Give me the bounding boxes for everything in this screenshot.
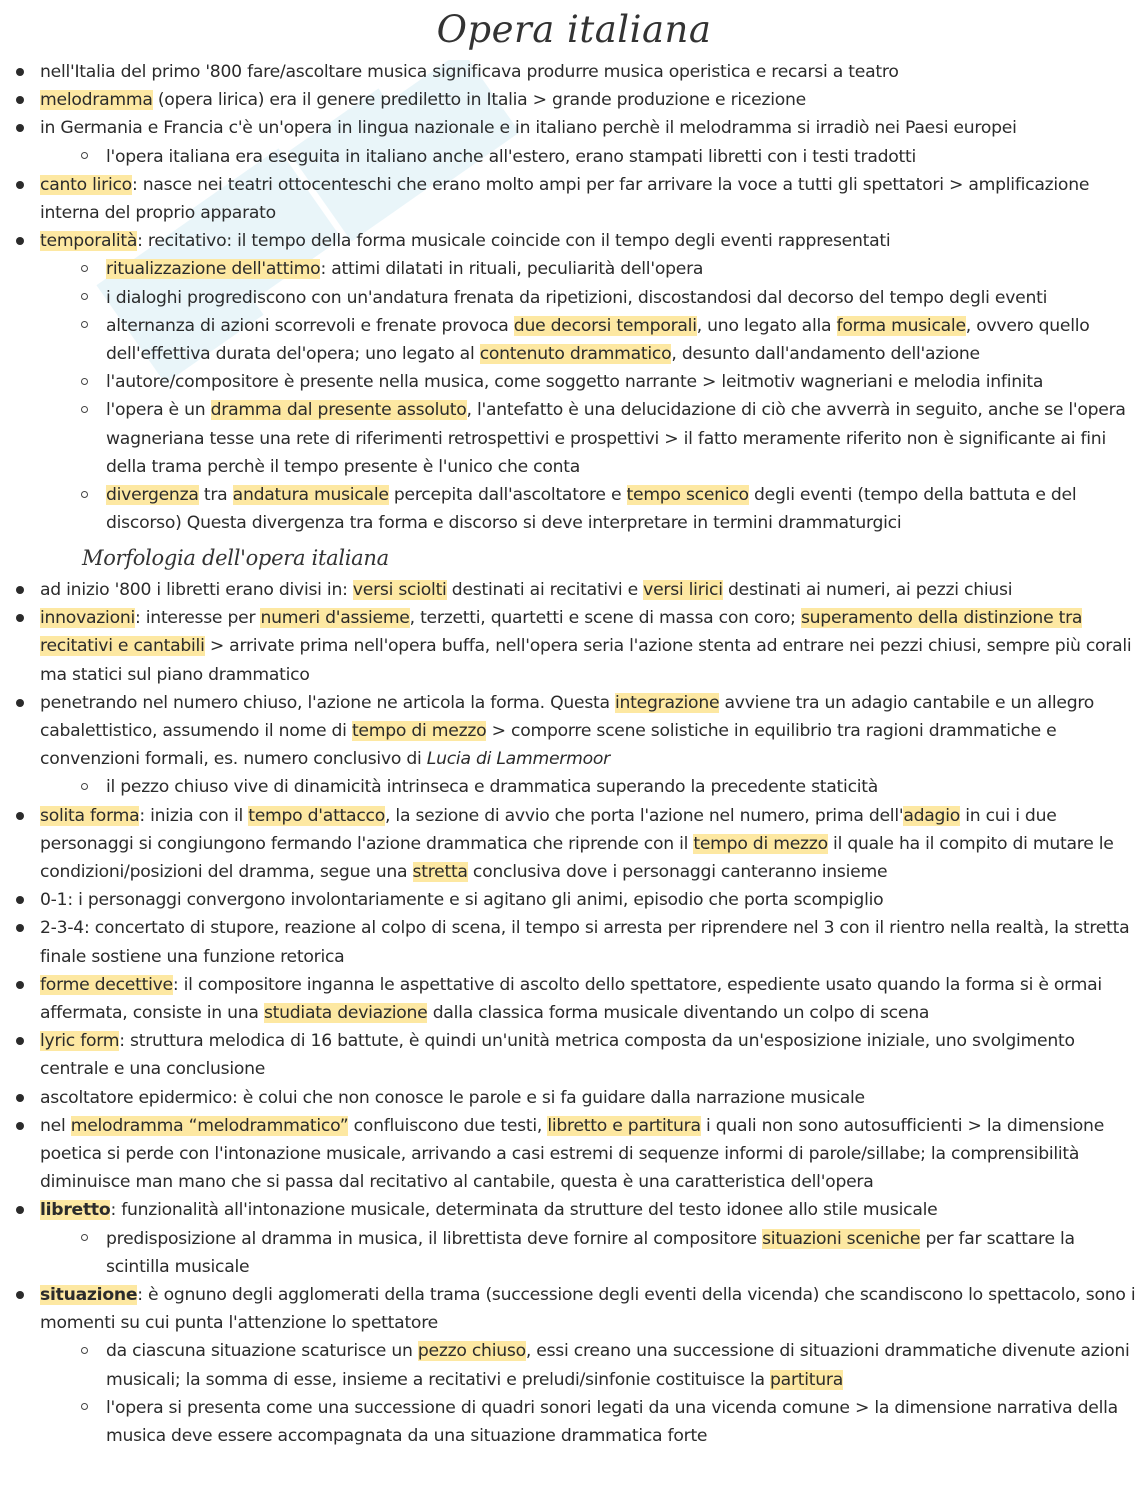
sub-list-item: il pezzo chiuso vive di dinamicità intrinseca e drammatica superando la precedente staticità	[0, 773, 1148, 801]
sub-list-item: l'opera è un dramma dal presente assoluto, l'antefatto è una delucidazione di ciò che avverrà in seguito, anche se l'opera wagneriana tesse una rete di riferimenti retrospettivi e prospettivi > il fatto meramente riferito non è significante ai fini della trama perchè il tempo presente è l'unico che conta	[0, 396, 1148, 481]
list-item: nell'Italia del primo '800 fare/ascoltare musica significava produrre musica operistica e recarsi a teatro	[0, 58, 1148, 86]
sub-list-item: da ciascuna situazione scaturisce un pezzo chiuso, essi creano una successione di situazioni drammatiche divenute azioni musicali; la somma di esse, insieme a recitativi e preludi/sinfonie costituisce la partitura	[0, 1337, 1148, 1393]
list-item: situazione: è ognuno degli agglomerati della trama (successione degli eventi della vicenda) che scandiscono lo spettacolo, sono i momenti su cui punta l'attenzione lo spettatore	[0, 1281, 1148, 1337]
sub-list-item: l'autore/compositore è presente nella musica, come soggetto narrante > leitmotiv wagneriani e melodia infinita	[0, 368, 1148, 396]
sub-list-item: divergenza tra andatura musicale percepita dall'ascoltatore e tempo scenico degli eventi (tempo della battuta e del discorso) Questa divergenza tra forma e discorso si deve interpretare in termini drammaturgici	[0, 481, 1148, 537]
sub-list-item: predisposizione al dramma in musica, il librettista deve fornire al compositore situazioni sceniche per far scattare la scintilla musicale	[0, 1225, 1148, 1281]
list-item: libretto: funzionalità all'intonazione musicale, determinata da strutture del testo idonee allo stile musicale	[0, 1196, 1148, 1224]
list-item: ad inizio '800 i libretti erano divisi in: versi sciolti destinati ai recitativi e versi lirici destinati ai numeri, ai pezzi chiusi	[0, 576, 1148, 604]
list-item: nel melodramma “melodrammatico” confluiscono due testi, libretto e partitura i quali non sono autosufficienti > la dimensione poetica si perde con l'intonazione musicale, arrivando a casi estremi di sequenze informi di parole/sillabe; la comprensibilità diminuisce man mano che si passa dal recitativo al cantabile, questa è una caratteristica dell'opera	[0, 1112, 1148, 1197]
list-item: solita forma: inizia con il tempo d'attacco, la sezione di avvio che porta l'azione nel numero, prima dell'adagio in cui i due personaggi si congiungono fermando l'azione drammatica che riprende con il tempo di mezzo il quale ha il compito di mutare le condizioni/posizioni del dramma, segue una stretta conclusiva dove i personaggi canteranno insieme	[0, 802, 1148, 887]
section-title: Morfologia dell'opera italiana	[82, 546, 389, 570]
sub-list-item: alternanza di azioni scorrevoli e frenate provoca due decorsi temporali, uno legato alla forma musicale, ovvero quello dell'effettiva durata del'opera; uno legato al contenuto drammatico, desunto dall'andamento dell'azione	[0, 312, 1148, 368]
page-title: Opera italiana	[436, 8, 712, 51]
section-list-temporality	[0, 58, 1148, 537]
list-item: 0-1: i personaggi convergono involontariamente e si agitano gli animi, episodio che porta scompiglio	[0, 886, 1148, 914]
list-item: canto lirico: nasce nei teatri ottocenteschi che erano molto ampi per far arrivare la voce a tutti gli spettatori > amplificazione interna del proprio apparato	[0, 171, 1148, 227]
sub-list-item: l'opera italiana era eseguita in italiano anche all'estero, erano stampati libretti con i testi tradotti	[0, 143, 1148, 171]
list-item: in Germania e Francia c'è un'opera in lingua nazionale e in italiano perchè il melodramma si irradiò nei Paesi europei	[0, 114, 1148, 142]
section-list-morphology	[0, 576, 1148, 1450]
sub-list-item: l'opera si presenta come una successione di quadri sonori legati da una vicenda comune > la dimensione narrativa della musica deve essere accompagnata da una situazione drammatica forte	[0, 1394, 1148, 1450]
sub-list-item: ritualizzazione dell'attimo: attimi dilatati in rituali, peculiarità dell'opera	[0, 255, 1148, 283]
list-item: innovazioni: interesse per numeri d'assieme, terzetti, quartetti e scene di massa con coro; superamento della distinzione tra recitativi e cantabili > arrivate prima nell'opera buffa, nell'opera seria l'azione stenta ad entrare nei pezzi chiusi, sempre più corali ma statici sul piano drammatico	[0, 604, 1148, 689]
list-item: ascoltatore epidermico: è colui che non conosce le parole e si fa guidare dalla narrazione musicale	[0, 1084, 1148, 1112]
list-item: 2-3-4: concertato di stupore, reazione al colpo di scena, il tempo si arresta per riprendere nel 3 con il rientro nella realtà, la stretta finale sostiene una funzione retorica	[0, 914, 1148, 970]
list-item: lyric form: struttura melodica di 16 battute, è quindi un'unità metrica composta da un'esposizione iniziale, uno svolgimento centrale e una conclusione	[0, 1027, 1148, 1083]
sub-list-item: i dialoghi progrediscono con un'andatura frenata da ripetizioni, discostandosi dal decorso del tempo degli eventi	[0, 284, 1148, 312]
list-item: penetrando nel numero chiuso, l'azione ne articola la forma. Questa integrazione avviene tra un adagio cantabile e un allegro cabalettistico, assumendo il nome di tempo di mezzo > comporre scene solistiche in equilibrio tra ragioni drammatiche e convenzioni formali, es. numero conclusivo di Lucia di Lammermoor	[0, 689, 1148, 774]
list-item: temporalità: recitativo: il tempo della forma musicale coincide con il tempo degli eventi rappresentati	[0, 227, 1148, 255]
list-item: melodramma (opera lirica) era il genere prediletto in Italia > grande produzione e ricezione	[0, 86, 1148, 114]
list-item: forme decettive: il compositore inganna le aspettative di ascolto dello spettatore, espediente usato quando la forma si è ormai affermata, consiste in una studiata deviazione dalla classica forma musicale diventando un colpo di scena	[0, 971, 1148, 1027]
